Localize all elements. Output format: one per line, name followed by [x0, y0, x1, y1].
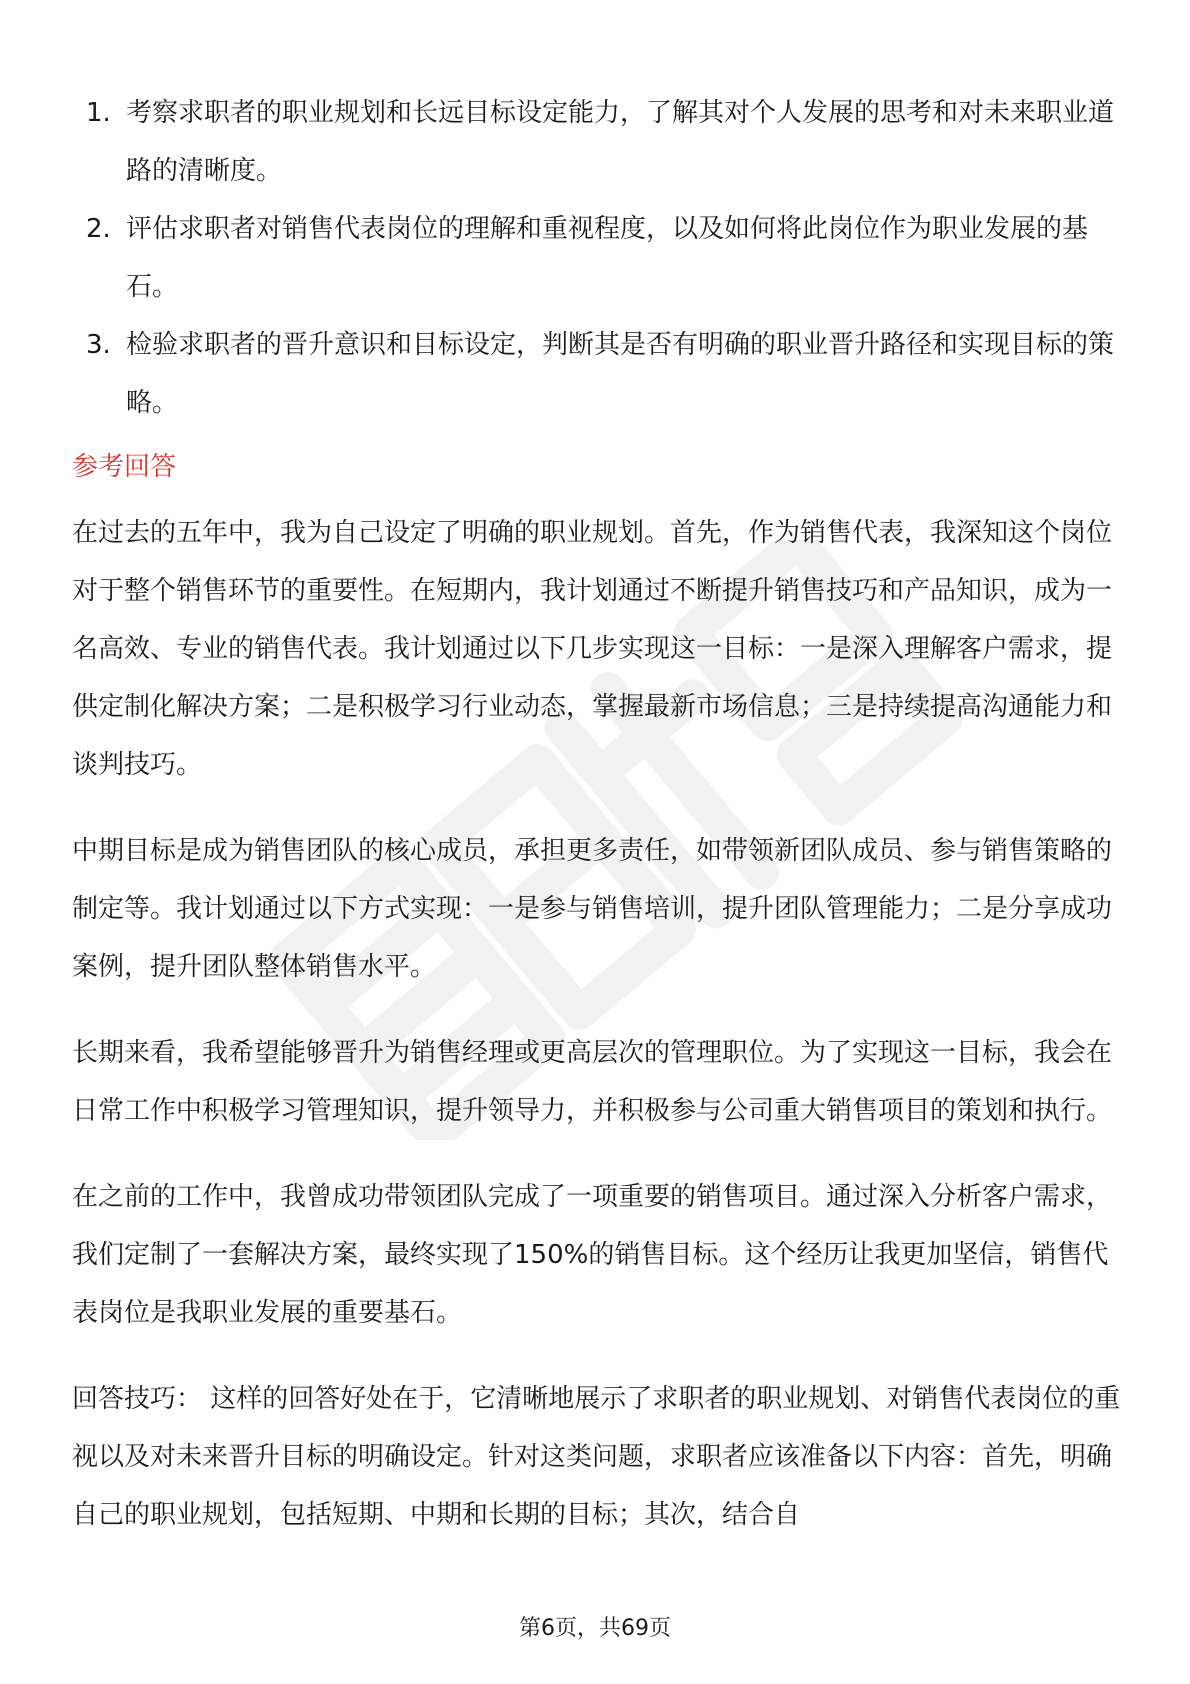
list-item	[72, 316, 1122, 432]
paragraph: 回答技巧： 这样的回答好处在于，它清晰地展示了求职者的职业规划、对销售代表岗位的重视以及对未来晋升目标的明确设定。针对这类问题，求职者应该准备以下内容：首先，明确自己的职业规划，包括短期、中期和长期的目标；其次，结合自	[72, 1384, 1121, 1530]
list-item-text: 评估求职者对销售代表岗位的理解和重视程度，以及如何将此岗位作为职业发展的基石。	[126, 214, 1089, 302]
list-item-number: 3.	[86, 330, 111, 360]
paragraph: 在之前的工作中，我曾成功带领团队完成了一项重要的销售项目。通过深入分析客户需求，我们定制了一套解决方案，最终实现了150%的销售目标。这个经历让我更加坚信，销售代表岗位是我职业发展的重要基石。	[72, 1182, 1113, 1328]
paragraph: 在过去的五年中，我为自己设定了明确的职业规划。首先，作为销售代表，我深知这个岗位对于整个销售环节的重要性。在短期内，我计划通过不断提升销售技巧和产品知识，成为一名高效、专业的销售代表。我计划通过以下几步实现这一目标：一是深入理解客户需求，提供定制化解决方案；二是积极学习行业动态，掌握最新市场信息；三是持续提高沟通能力和谈判技巧。	[72, 518, 1113, 780]
page-footer: 第6页，共69页	[519, 1616, 671, 1641]
list-item-text: 考察求职者的职业规划和长远目标设定能力，了解其对个人发展的思考和对未来职业道路的清晰度。	[126, 98, 1115, 186]
section-title: 参考回答	[72, 452, 177, 482]
paragraph: 长期来看，我希望能够晋升为销售经理或更高层次的管理职位。为了实现这一目标，我会在日常工作中积极学习管理知识，提升领导力，并积极参与公司重大销售项目的策划和执行。	[72, 1038, 1113, 1126]
document-content	[72, 84, 1122, 1572]
list-item-number: 2.	[86, 214, 111, 244]
list-item	[72, 84, 1122, 200]
list-item-number: 1.	[86, 98, 111, 128]
paragraph: 中期目标是成为销售团队的核心成员，承担更多责任，如带领新团队成员、参与销售策略的制定等。我计划通过以下方式实现：一是参与销售培训，提升团队管理能力；二是分享成功案例，提升团队整体销售水平。	[72, 836, 1113, 982]
goals-list	[72, 84, 1122, 432]
list-item	[72, 200, 1122, 316]
list-item-text: 检验求职者的晋升意识和目标设定，判断其是否有明确的职业晋升路径和实现目标的策略。	[126, 330, 1115, 418]
